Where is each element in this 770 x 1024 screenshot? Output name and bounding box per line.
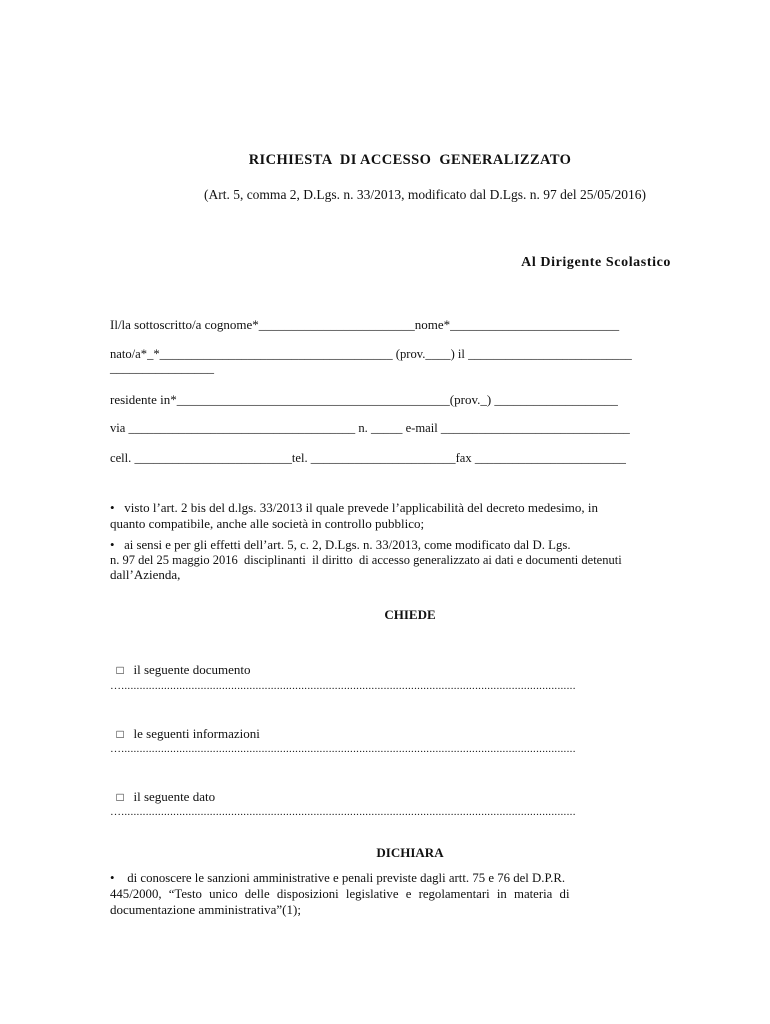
premise-1-line-1: • visto l’art. 2 bis del d.lgs. 33/2013 il quale prevede l’applicabilità del decreto medesimo, in bbox=[110, 500, 598, 515]
dotted-line-data: …..................................................................................................................................................... bbox=[110, 806, 576, 818]
premise-2-line-2: n. 97 del 25 maggio 2016 disciplinanti il diritto di accesso generalizzato ai dati e documenti detenuti bbox=[110, 553, 622, 567]
checkbox-data[interactable]: □ bbox=[116, 790, 124, 804]
option-information bbox=[110, 710, 260, 742]
option-document-label: il seguente documento bbox=[133, 662, 251, 677]
option-data-label: il seguente dato bbox=[133, 789, 216, 804]
request-heading: CHIEDE bbox=[384, 607, 436, 622]
declaration-1-line-3: documentazione amministrativa”(1); bbox=[110, 902, 301, 917]
form-line-residence: residente in*__________________________________________(prov._) ___________________ bbox=[110, 392, 618, 407]
form-line-birth-continued: ________________ bbox=[110, 360, 214, 375]
form-line-birth: nato/a*_*_____________________________________ (prov.____) il __________________________ bbox=[110, 347, 632, 361]
checkbox-information[interactable]: □ bbox=[116, 727, 124, 741]
document-title: RICHIESTA DI ACCESSO GENERALIZZATO bbox=[248, 152, 572, 168]
declaration-1-line-2: 445/2000, “Testo unico delle disposizioni legislative e regolamentari in materia di bbox=[110, 887, 570, 901]
declaration-heading: DICHIARA bbox=[376, 845, 444, 860]
checkbox-document[interactable]: □ bbox=[116, 663, 124, 677]
form-line-contacts: cell. _________________________tel. _______________________fax ________________________ bbox=[110, 451, 626, 465]
document-subtitle: (Art. 5, comma 2, D.Lgs. n. 33/2013, modificato dal D.Lgs. n. 97 del 25/05/2016) bbox=[203, 187, 647, 202]
premise-1-line-2: quanto compatibile, anche alle società in controllo pubblico; bbox=[110, 516, 425, 531]
premise-2-line-3: dall’Azienda, bbox=[110, 567, 181, 582]
option-data bbox=[110, 773, 215, 805]
option-information-label: le seguenti informazioni bbox=[133, 726, 260, 741]
form-line-address: via ____________________________________ n. _____ e-mail ______________________________ bbox=[110, 421, 630, 435]
dotted-line-document: …..................................................................................................................................................... bbox=[110, 680, 576, 692]
option-document bbox=[110, 646, 250, 678]
premise-2-line-1: • ai sensi e per gli effetti dell’art. 5, c. 2, D.Lgs. n. 33/2013, come modificato dal D. Lgs. bbox=[110, 538, 571, 552]
declaration-1-line-1: • di conoscere le sanzioni amministrative e penali previste dagli artt. 75 e 76 del D.P.R. bbox=[110, 871, 566, 885]
form-line-name: Il/la sottoscritto/a cognome*________________________nome*__________________________ bbox=[110, 317, 620, 332]
dotted-line-information: …..................................................................................................................................................... bbox=[110, 743, 576, 755]
recipient: Al Dirigente Scolastico bbox=[521, 255, 671, 270]
